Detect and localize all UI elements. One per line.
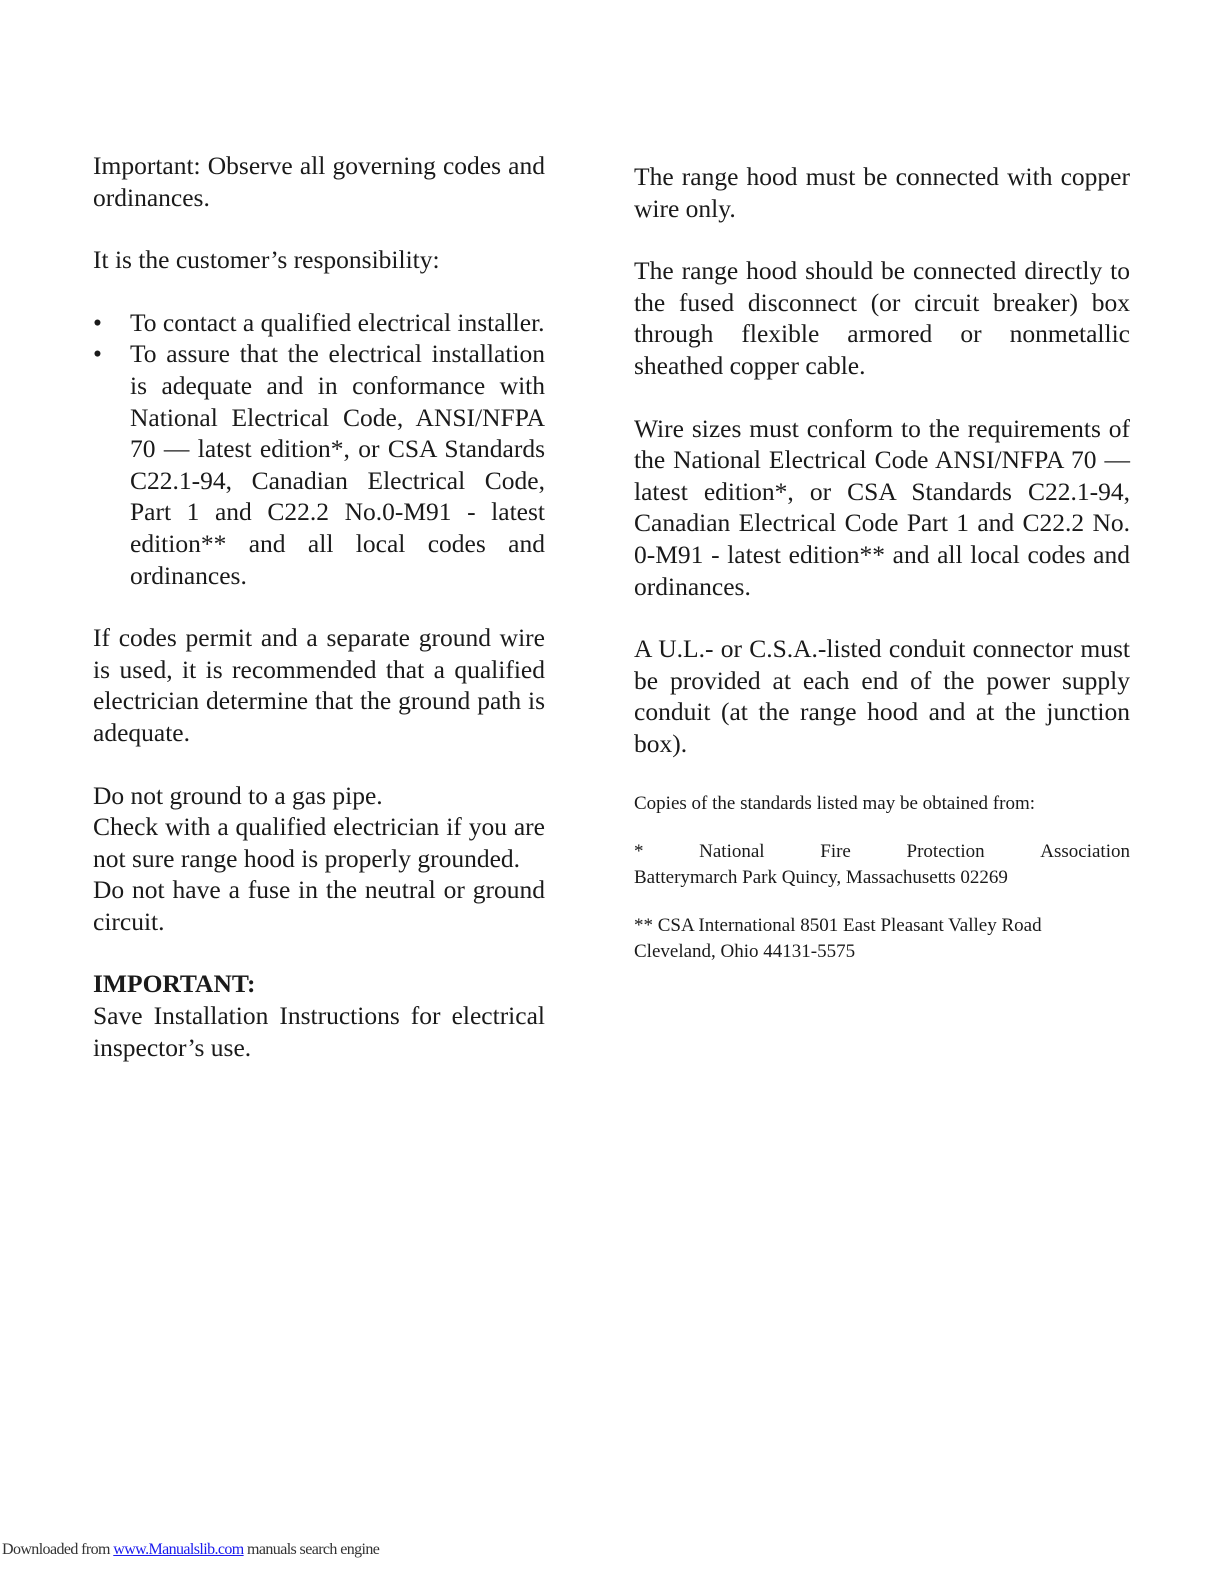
right-column — [634, 161, 1130, 987]
grounding-check: Check with a qualified electrician if you are not sure range hood is properly grounded. — [93, 812, 545, 873]
list-item: • To contact a qualified electrical installer. — [93, 307, 545, 339]
nfpa-word: Fire — [820, 840, 851, 862]
csa-line: Cleveland, Ohio 44131-5575 — [634, 940, 856, 962]
copies-note: Copies of the standards listed may be obtained from: — [634, 792, 1036, 814]
gas-pipe-warning: Do not ground to a gas pipe. — [93, 780, 383, 810]
fuse-warning: Do not have a fuse in the neutral or ground circuit. — [93, 875, 545, 936]
left-column — [93, 150, 545, 1094]
nfpa-name-line — [634, 839, 1130, 865]
wire-sizes-paragraph: Wire sizes must conform to the requirements of the National Electrical Code ANSI/NFPA 70 — latest edition*, or CSA Standards C22.1-94, Canadian Electrical Code Part 1 and C22.2 No. 0-M91 - latest edition** and all local codes and ordinances. — [634, 413, 1130, 601]
nfpa-word: Association — [1040, 840, 1130, 862]
nfpa-word: National — [699, 840, 765, 862]
list-item: • To assure that the electrical installation is adequate and in conformance with National Electrical Code, ANSI/NFPA 70 — latest edition*, or CSA Standards C22.1-94, Canadian Electrical Code, Part 1 and C22.2 No.0-M91 - latest edition** and all local codes and ordinances. — [93, 338, 545, 591]
footer-prefix: Downloaded from — [2, 1541, 114, 1558]
important-text: Save Installation Instructions for electrical inspector’s use. — [93, 1001, 545, 1062]
csa-line: ** CSA International 8501 East Pleasant Valley Road — [634, 914, 1042, 936]
copper-wire-paragraph: The range hood must be connected with copper wire only. — [634, 162, 1130, 223]
codes-notice: Important: Observe all governing codes and ordinances. — [93, 151, 545, 212]
responsibility-intro: It is the customer’s responsibility: — [93, 245, 440, 275]
manualslib-link[interactable]: www.Manualslib.com — [113, 1541, 244, 1558]
csa-address-block — [634, 913, 1130, 965]
nfpa-marker: * — [634, 840, 644, 862]
download-footer — [2, 1541, 379, 1559]
footer-suffix: manuals search engine — [243, 1541, 380, 1558]
nfpa-address-block — [634, 839, 1130, 891]
conduit-paragraph: A U.L.- or C.S.A.-listed conduit connector must be provided at each end of the power supply conduit (at the range hood and at the junction box). — [634, 634, 1130, 758]
nfpa-address: Batterymarch Park Quincy, Massachusetts 02269 — [634, 866, 1008, 888]
ground-wire-paragraph: If codes permit and a separate ground wire is used, it is recommended that a qualified electrician determine that the ground path is adequate. — [93, 623, 545, 747]
important-heading: IMPORTANT: — [93, 969, 256, 999]
connection-paragraph: The range hood should be connected directly to the fused disconnect (or circuit breaker) box through flexible armored or nonmetallic sheathed copper cable. — [634, 256, 1130, 380]
nfpa-word: Protection — [906, 840, 985, 862]
responsibility-list — [93, 307, 545, 591]
